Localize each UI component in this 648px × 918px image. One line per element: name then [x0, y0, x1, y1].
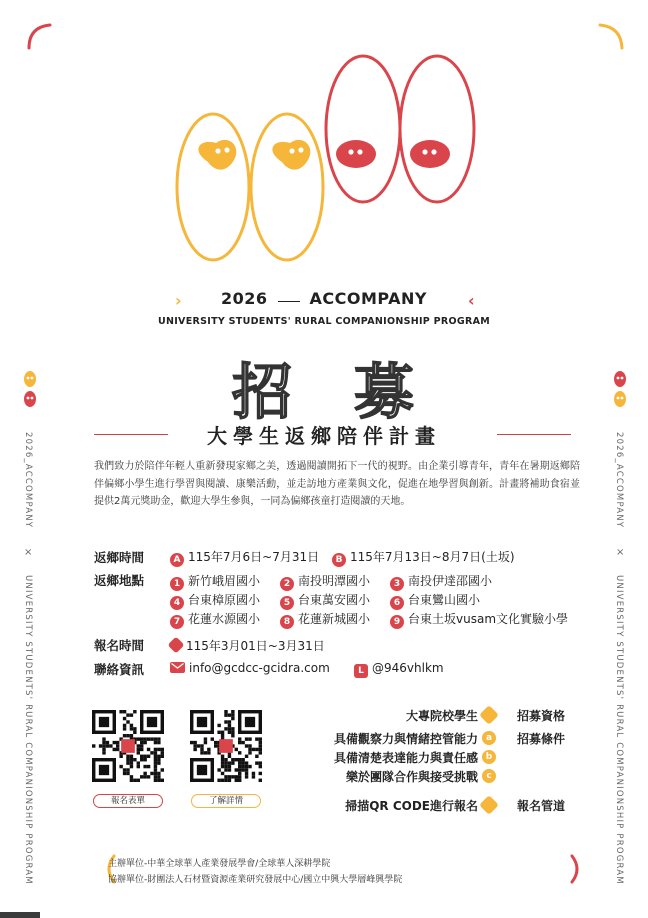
school-item [390, 610, 568, 629]
header-subtitle: UNIVERSITY STUDENTS' RURAL COMPANIONSHIP PROGRAM [157, 316, 491, 327]
signup-value: 115年3月01日~3月31日 [186, 639, 325, 653]
chevron-left-icon: ‹ [468, 291, 475, 310]
qr-center-logo [121, 739, 135, 753]
badge-b: B [332, 553, 346, 567]
signup-label: 報名時間 [94, 638, 145, 653]
line-id-value[interactable]: @946vhlkm [372, 661, 444, 675]
eligibility-value: 大專院校學生 [405, 709, 478, 723]
time-b-value: 115年7月13日~8月7日(土坂) [350, 550, 515, 564]
headline-char-2: 募 [354, 358, 416, 428]
organizer-text: 主辦單位-中華全球華人產業發展學會/全球華人深耕學院 [108, 859, 331, 869]
qr-center-logo [219, 739, 233, 753]
red-eyes [326, 56, 474, 202]
bracket-bottom-right [558, 854, 588, 884]
side-text-left-year: 2026_ACCOMPANY [23, 432, 33, 529]
school-item [390, 572, 492, 591]
contact-email[interactable] [170, 661, 330, 675]
time-a-value: 115年7月6日~7月31日 [188, 550, 320, 564]
orange-eyes [177, 114, 323, 260]
school-item [170, 591, 260, 610]
school-item [390, 591, 480, 610]
school-number: 5 [280, 596, 294, 610]
school-number: 4 [170, 596, 184, 610]
chevron-right-icon: › [175, 291, 182, 310]
headline-char-1: 招 [232, 358, 294, 428]
bottom-edge-strip [0, 912, 40, 918]
line-icon: L [354, 664, 368, 678]
header-title [0, 289, 648, 308]
school-name: 花蓮新城國小 [298, 612, 371, 626]
time-a [170, 548, 319, 567]
details-qr-code[interactable] [190, 710, 262, 782]
school-number: 7 [170, 615, 184, 629]
side-text-right-program: UNIVERSITY STUDENTS' RURAL COMPANIONSHIP PROGRAM [614, 575, 624, 885]
place-label: 返鄉地點 [94, 573, 145, 588]
time-b [332, 548, 515, 567]
school-item [280, 610, 370, 629]
school-name: 台東萬安國小 [298, 593, 371, 607]
condition-text: 樂於團隊合作與接受挑戰 [345, 770, 478, 784]
school-name: 新竹峨眉國小 [188, 574, 261, 588]
eligibility-label: 招募資格 [517, 709, 566, 723]
school-item [170, 572, 260, 591]
school-number: 2 [280, 577, 294, 591]
contact-line[interactable] [354, 661, 444, 678]
corner-bracket-top-left [26, 22, 56, 52]
time-label: 返鄉時間 [94, 550, 145, 565]
side-eyes-right-icon [612, 370, 628, 410]
co-organizer-text: 協辦單位-財團法人石材暨資源產業研究發展中心/國立中興大學層峰興學院 [108, 875, 403, 885]
email-value[interactable]: info@gcdcc-gcidra.com [189, 661, 330, 675]
condition-text: 具備觀察力與情緒控管能力 [333, 732, 478, 746]
mail-icon [170, 662, 185, 673]
school-item [280, 591, 370, 610]
school-item [170, 610, 260, 629]
school-number: 6 [390, 596, 404, 610]
condition-badge: a [482, 731, 496, 745]
signup-form-qr-code[interactable] [92, 710, 164, 782]
burst-icon [479, 705, 499, 725]
side-separator-left: × [24, 547, 33, 558]
program-name: 大學生返鄉陪伴計畫 [207, 424, 441, 448]
contact-label: 聯絡資訊 [94, 662, 145, 677]
condition-text: 具備清楚表達能力與責任感 [333, 751, 478, 765]
school-number: 1 [170, 577, 184, 591]
corner-bracket-top-right [596, 22, 626, 52]
burst-icon [479, 795, 499, 815]
condition-badge: b [482, 750, 496, 764]
school-number: 9 [390, 615, 404, 629]
badge-a: A [170, 553, 184, 567]
school-name: 台東土坂vusam文化實驗小學 [408, 612, 569, 626]
signup-time [170, 637, 325, 654]
school-number: 3 [390, 577, 404, 591]
channel-value: 掃描QR CODE進行報名 [345, 799, 478, 813]
intro-paragraph: 我們致力於陪伴年輕人重新發現家鄉之美，透過閱讀開拓下一代的視野。由企業引導青年，青年在暑期返鄉陪伴偏鄉小學生進行學習與閱讀、康樂活動，並走訪地方產業與文化，促進在地學習與創新。計畫將補助食宿並提供2萬元獎助金，歡迎大學生參與，一同為偏鄉孩童打造閱讀的天地。 [94, 461, 580, 507]
side-text-left-program: UNIVERSITY STUDENTS' RURAL COMPANIONSHIP PROGRAM [23, 575, 33, 885]
school-name: 南投伊達邵國小 [408, 574, 493, 588]
side-text-right-year: 2026_ACCOMPANY [614, 432, 624, 529]
side-separator-right: × [616, 547, 625, 558]
school-name: 花蓮水源國小 [188, 612, 261, 626]
school-name: 南投明潭國小 [298, 574, 371, 588]
details-button[interactable]: 了解詳情 [191, 794, 261, 808]
burst-icon [168, 637, 185, 654]
school-name: 台東鸞山國小 [408, 593, 481, 607]
title-separator [278, 301, 300, 302]
school-name: 台東樟原國小 [188, 593, 261, 607]
header-year: 2026 [220, 289, 268, 308]
header-brand: ACCOMPANY [309, 289, 428, 308]
school-number: 8 [280, 615, 294, 629]
school-item [280, 572, 370, 591]
conditions-label: 招募條件 [517, 732, 566, 746]
eyes-illustration [170, 50, 490, 265]
channel-label: 報名管道 [517, 799, 566, 813]
signup-form-button[interactable]: 報名表單 [93, 794, 163, 808]
condition-badge: c [482, 769, 496, 783]
side-eyes-left-icon [22, 370, 38, 410]
